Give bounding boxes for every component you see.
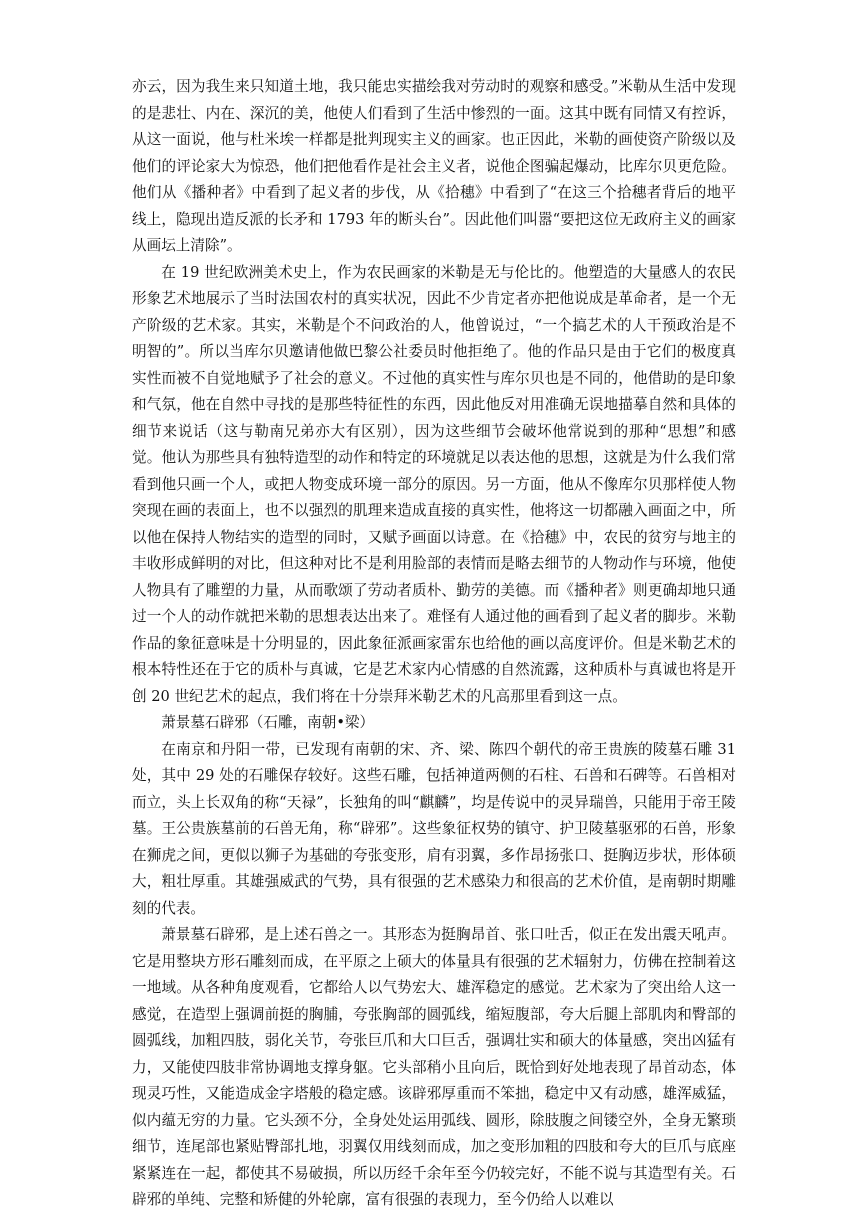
paragraph-continuation: 亦云，因为我生来只知道土地，我只能忠实描绘我对劳动时的观察和感受。”米勒从生活中发现的是悲壮、内在、深沉的美，他使人们看到了生活中惨烈的一面。这其中既有同情又有控诉，从这一面说，他与杜米埃一样都是批判现实主义的画家。也正因此，米勒的画使资产阶级以及他们的评论家大为惊恐，他们把他看作是社会主义者，说他企图骗起爆动，比库尔贝更危险。他们从《播种者》中看到了起义者的步伐，从《拾穗》中看到了“在这三个拾穗者背后的地平线上，隐现出造反派的长矛和 1793 年的断头台”。因此他们叫嚣“要把这位无政府主义的画家从画坛上清除”。 [132, 78, 736, 254]
paragraph-bixie-description: 萧景墓石辟邪，是上述石兽之一。其形态为挺胸昂首、张口吐舌，似正在发出震天吼声。它是用整块方形石雕刻而成，在平原之上硕大的体量具有很强的艺术辐射力，仿佛在控制着这一地域。从各种角度观看，它都给人以气势宏大、雄浑稳定的感觉。艺术家为了突出给人这一感觉，在造型上强调前挺的胸脯，夸张胸部的圆弧线，缩短腹部，夸大后腿上部肌肉和臀部的圆弧线，加粗四肢，弱化关节，夸张巨爪和大口巨舌，强调壮实和硕大的体量感，突出凶猛有力，又能使四肢非常协调地支撑身躯。它头部稍小且向后，既恰到好处地表现了昂首动态，体现灵巧性，又能造成金字塔般的稳定感。该辟邪厚重而不笨拙，稳定中又有动感，雄浑威猛，似内蕴无穷的力量。它头颈不分，全身处处运用弧线、圆形，除肢腹之间镂空外，全身无繁琐细节，连尾部也紧贴臀部扎地，羽翼仅用线刻而成，加之变形加粗的四肢和夸大的巨爪与底座紧紧连在一起，都使其不易破损，所以历经千余年至今仍较完好，不能不说与其造型有关。石辟邪的单纯、完整和矫健的外轮廓，富有很强的表现力，至今仍给人以难以 [132, 926, 736, 1208]
document-page [132, 74, 736, 1214]
paragraph-southern-dynasty-tombs: 在南京和丹阳一带，已发现有南朝的宋、齐、梁、陈四个朝代的帝王贵族的陵墓石雕 31 处，其中 29 处的石雕保存较好。这些石雕，包括神道两侧的石柱、石兽和石碑等。石兽相对而立，头上长双角的称“天禄”，长独角的叫“麒麟”，均是传说中的灵异瑞兽，只能用于帝王陵墓。王公贵族墓前的石兽无角，称“辟邪”。这些象征权势的镇守、护卫陵墓驱邪的石兽，形象在狮虎之间，更似以狮子为基础的夸张变形，肩有羽翼，多作昂扬张口、挺胸迈步状，形体硕大，粗壮厚重。其雄强威武的气势，具有很强的艺术感染力和很高的艺术价值，是南朝时期雕刻的代表。 [132, 740, 736, 917]
section-heading-xiaojing-bixie: 萧景墓石辟邪（石雕，南朝•梁） [161, 714, 375, 731]
paragraph-millet-history: 在 19 世纪欧洲美术史上，作为农民画家的米勒是无与伦比的。他塑造的大量感人的农民形象艺术地展示了当时法国农村的真实状况，因此不少肯定者亦把他说成是革命者，是一个无产阶级的艺术家。其实，米勒是个不问政治的人，他曾说过，“一个搞艺术的人干预政治是不明智的”。所以当库尔贝邀请他做巴黎公社委员时他拒绝了。他的作品只是由于它们的极度真实性而被不自觉地赋予了社会的意义。不过他的真实性与库尔贝也是不同的，他借助的是印象和气氛，他在自然中寻找的是那些特征性的东西，因此他反对用准确无误地描摹自然和具体的细节来说话（这与勒南兄弟亦大有区别），因为这些细节会破坏他常说到的那种“思想”和感觉。他认为那些具有独特造型的动作和特定的环境就足以表达他的思想，这就是为什么我们常看到他只画一个人，或把人物变成环境一部分的原因。另一方面，他从不像库尔贝那样使人物突现在画的表面上，也不以强烈的肌理来造成直接的真实性，他将这一切都融入画面之中，所以他在保持人物结实的造型的同时，又赋予画面以诗意。在《拾穗》中，农民的贫穷与地主的丰收形成鲜明的对比，但这种对比不是利用脸部的表情而是略去细节的人物动作与环境，他使人物具有了雕塑的力量，从而歌颂了劳动者质朴、勤劳的美德。而《播种者》则更确却地只通过一个人的动作就把米勒的思想表达出来了。难怪有人通过他的画看到了起义者的脚步。米勒作品的象征意味是十分明显的，因此象征派画家雷东也给他的画以高度评价。但是米勒艺术的根本特性还在于它的质朴与真诚，它是艺术家内心情感的自然流露，这种质朴与真诚也将是开创 20 世纪艺术的起点，我们将在十分崇拜米勒艺术的凡高那里看到这一点。 [132, 263, 736, 705]
